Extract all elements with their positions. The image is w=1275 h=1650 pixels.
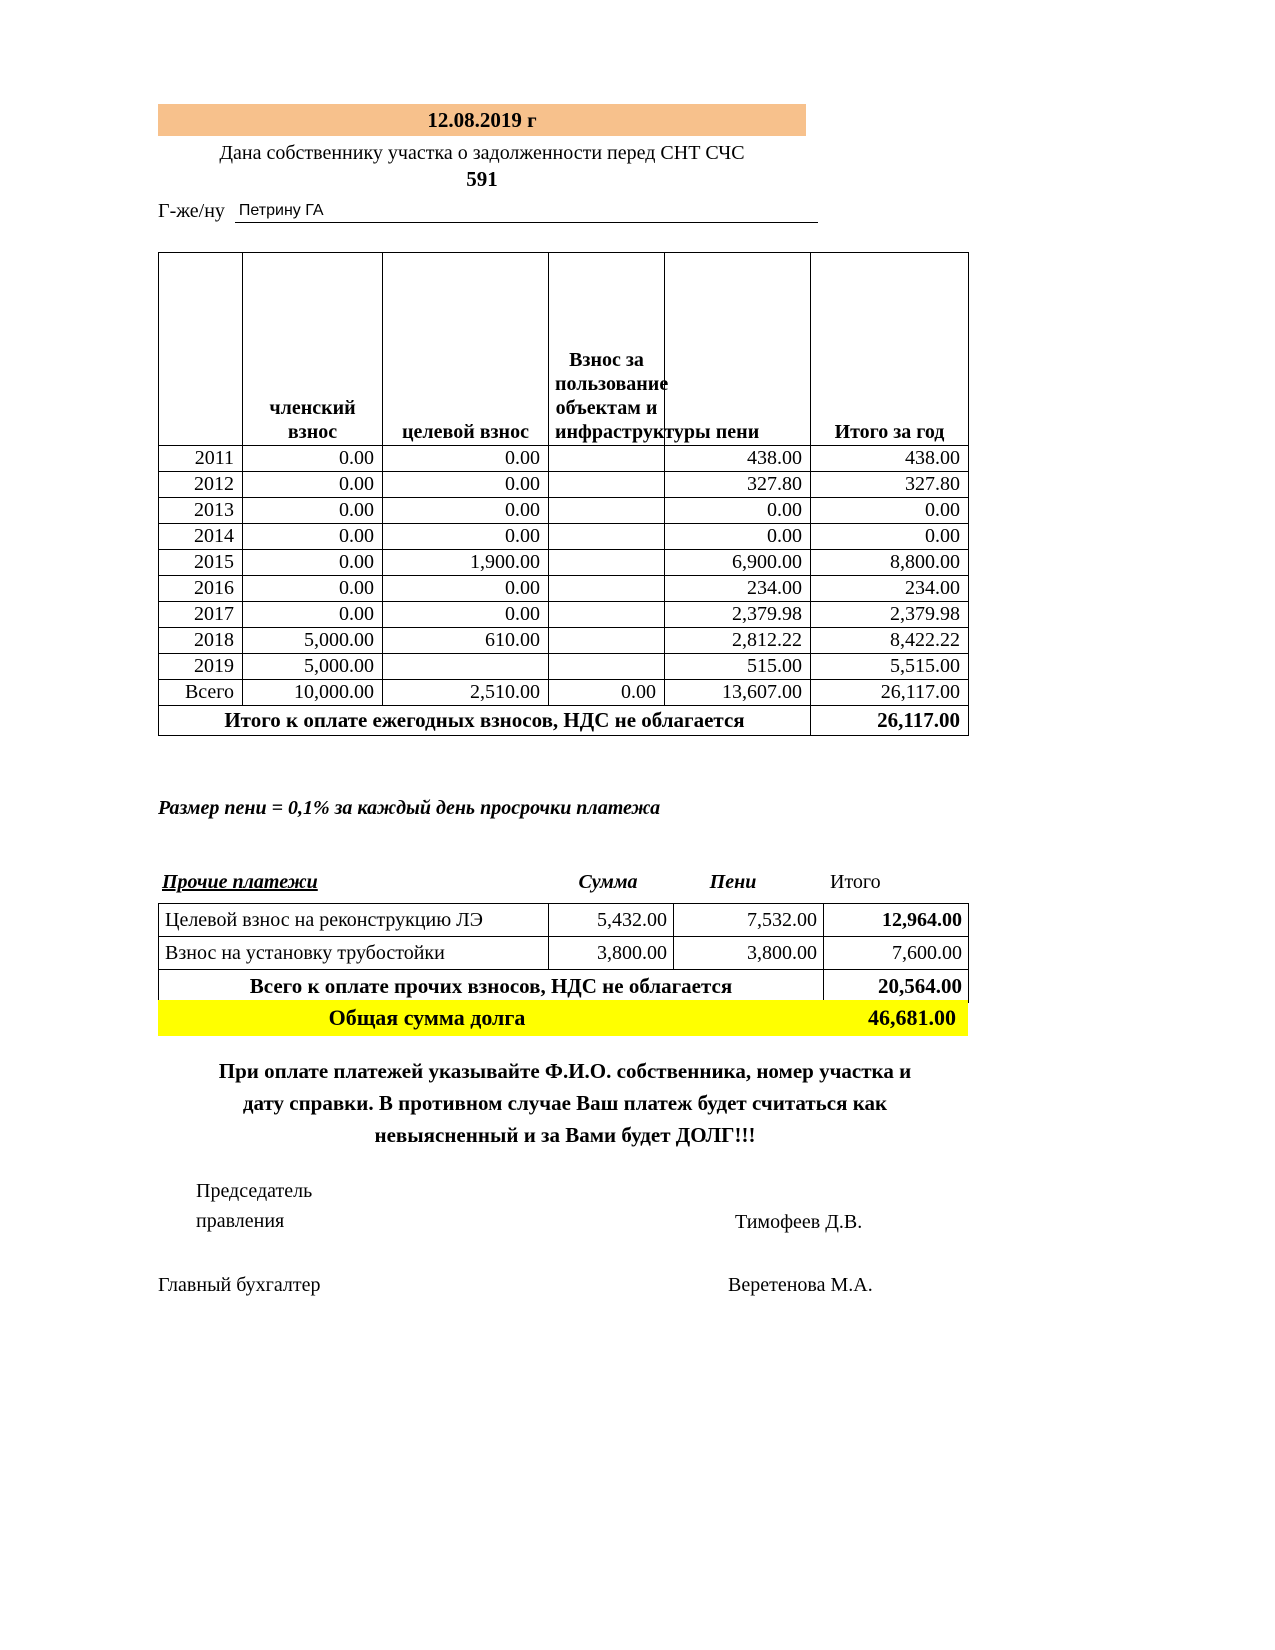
cell-total: 8,422.22 [811,628,969,654]
other-payments-table [158,903,969,1003]
cell-membership: 10,000.00 [243,680,383,706]
cell-total: 327.80 [811,472,969,498]
cell-penalty: 515.00 [665,654,811,680]
document-date-bar [158,104,806,136]
col-header-penalty: пени [665,253,811,446]
table-row [159,446,969,472]
chairman-name: Тимофеев Д.В. [735,1211,863,1233]
cell-payment-sum: 3,800.00 [549,937,674,970]
cell-target: 0.00 [383,602,549,628]
other-payments-col-sum: Сумма [578,871,638,893]
accountant-name: Веретенова М.А. [728,1274,873,1296]
table-row [159,937,969,970]
document-date: 12.08.2019 г [427,107,537,132]
col-header-membership: членский взнос [243,253,383,446]
table-row [159,904,969,937]
cell-payment-total: 12,964.00 [824,904,969,937]
col-header-year-total: Итого за год [811,253,969,446]
grand-total-bar [158,1000,968,1036]
payment-warning [140,1055,990,1151]
payment-warning-line-3: невыясненный и за Вами будет ДОЛГ!!! [374,1123,756,1147]
other-payments-summary-label: Всего к оплате прочих взносов, НДС не облагается [159,970,824,1003]
cell-target: 0.00 [383,576,549,602]
other-payments-col-total: Итого [830,871,881,893]
cell-penalty: 327.80 [665,472,811,498]
chairman-title-line-2: правления [196,1210,285,1232]
table-row [159,602,969,628]
cell-membership: 5,000.00 [243,628,383,654]
table-row [159,576,969,602]
cell-year: 2012 [159,472,243,498]
cell-penalty: 2,812.22 [665,628,811,654]
grand-total-value: 46,681.00 [868,1005,956,1030]
cell-membership: 0.00 [243,602,383,628]
cell-infrastructure [549,602,665,628]
other-payments-col-penalty: Пени [709,871,757,893]
cell-total: 438.00 [811,446,969,472]
owner-name-field[interactable]: Петрину ГА [235,202,818,223]
cell-target: 0.00 [383,524,549,550]
annual-grand-total-row [159,706,969,736]
cell-infrastructure: 0.00 [549,680,665,706]
cell-total: 26,117.00 [811,680,969,706]
cell-infrastructure [549,498,665,524]
payment-warning-line-2: дату справки. В противном случае Ваш платеж будет считаться как [242,1091,888,1115]
cell-penalty: 438.00 [665,446,811,472]
cell-year: 2018 [159,628,243,654]
cell-penalty: 234.00 [665,576,811,602]
col-header-infrastructure: Взнос за пользование объектам и инфраструктуры [549,253,665,446]
cell-membership: 0.00 [243,524,383,550]
cell-year: 2017 [159,602,243,628]
cell-membership: 5,000.00 [243,654,383,680]
other-payments-summary-row [159,970,969,1003]
cell-payment-label: Целевой взнос на реконструкцию ЛЭ [159,904,549,937]
chairman-title-line-1: Председатель [196,1180,313,1202]
table-row [159,628,969,654]
cell-year: 2013 [159,498,243,524]
cell-target: 1,900.00 [383,550,549,576]
cell-year: 2014 [159,524,243,550]
cell-total: 5,515.00 [811,654,969,680]
cell-payment-total: 7,600.00 [824,937,969,970]
table-header-row [159,253,969,446]
cell-payment-penalty: 3,800.00 [674,937,824,970]
plot-number: 591 [466,167,498,191]
cell-membership: 0.00 [243,472,383,498]
table-row [159,654,969,680]
cell-membership: 0.00 [243,498,383,524]
cell-infrastructure [549,576,665,602]
other-payments-header [158,871,968,897]
chairman-title [196,1176,416,1236]
cell-target: 0.00 [383,472,549,498]
penalty-rate-note: Размер пени = 0,1% за каждый день просрочки платежа [158,797,661,819]
payment-warning-line-1: При оплате платежей указывайте Ф.И.О. собственника, номер участка и [218,1059,912,1083]
cell-penalty: 13,607.00 [665,680,811,706]
owner-row [158,200,818,223]
other-payments-summary-amount: 20,564.00 [824,970,969,1003]
table-row [159,498,969,524]
cell-total: 0.00 [811,524,969,550]
table-row [159,550,969,576]
cell-year: 2011 [159,446,243,472]
cell-infrastructure [549,524,665,550]
cell-payment-label: Взнос на установку трубостойки [159,937,549,970]
cell-penalty: 0.00 [665,524,811,550]
cell-year: 2016 [159,576,243,602]
annual-grand-total-amount: 26,117.00 [811,706,969,736]
cell-year: 2019 [159,654,243,680]
col-header-year [159,253,243,446]
cell-membership: 0.00 [243,550,383,576]
cell-target: 610.00 [383,628,549,654]
document-subtitle: Дана собственнику участка о задолженности перед СНТ СЧС [219,142,745,164]
cell-target: 0.00 [383,446,549,472]
cell-payment-sum: 5,432.00 [549,904,674,937]
cell-infrastructure [549,654,665,680]
table-row [159,524,969,550]
annual-grand-total-label: Итого к оплате ежегодных взносов, НДС не облагается [159,706,811,736]
cell-payment-penalty: 7,532.00 [674,904,824,937]
grand-total-label: Общая сумма долга [328,1005,526,1030]
cell-penalty: 0.00 [665,498,811,524]
col-header-target: целевой взнос [383,253,549,446]
table-row [159,472,969,498]
cell-membership: 0.00 [243,446,383,472]
cell-total: 0.00 [811,498,969,524]
cell-total: 8,800.00 [811,550,969,576]
cell-infrastructure [549,472,665,498]
cell-membership: 0.00 [243,576,383,602]
cell-infrastructure [549,550,665,576]
annual-dues-table [158,252,969,736]
accountant-title: Главный бухгалтер [158,1274,321,1296]
table-row-totals [159,680,969,706]
cell-year: Всего [159,680,243,706]
cell-total: 234.00 [811,576,969,602]
other-payments-title: Прочие платежи [162,871,318,893]
cell-target: 2,510.00 [383,680,549,706]
cell-penalty: 6,900.00 [665,550,811,576]
owner-label: Г-же/ну [158,200,225,222]
cell-year: 2015 [159,550,243,576]
cell-infrastructure [549,628,665,654]
cell-target [383,654,549,680]
cell-penalty: 2,379.98 [665,602,811,628]
cell-infrastructure [549,446,665,472]
cell-target: 0.00 [383,498,549,524]
cell-total: 2,379.98 [811,602,969,628]
